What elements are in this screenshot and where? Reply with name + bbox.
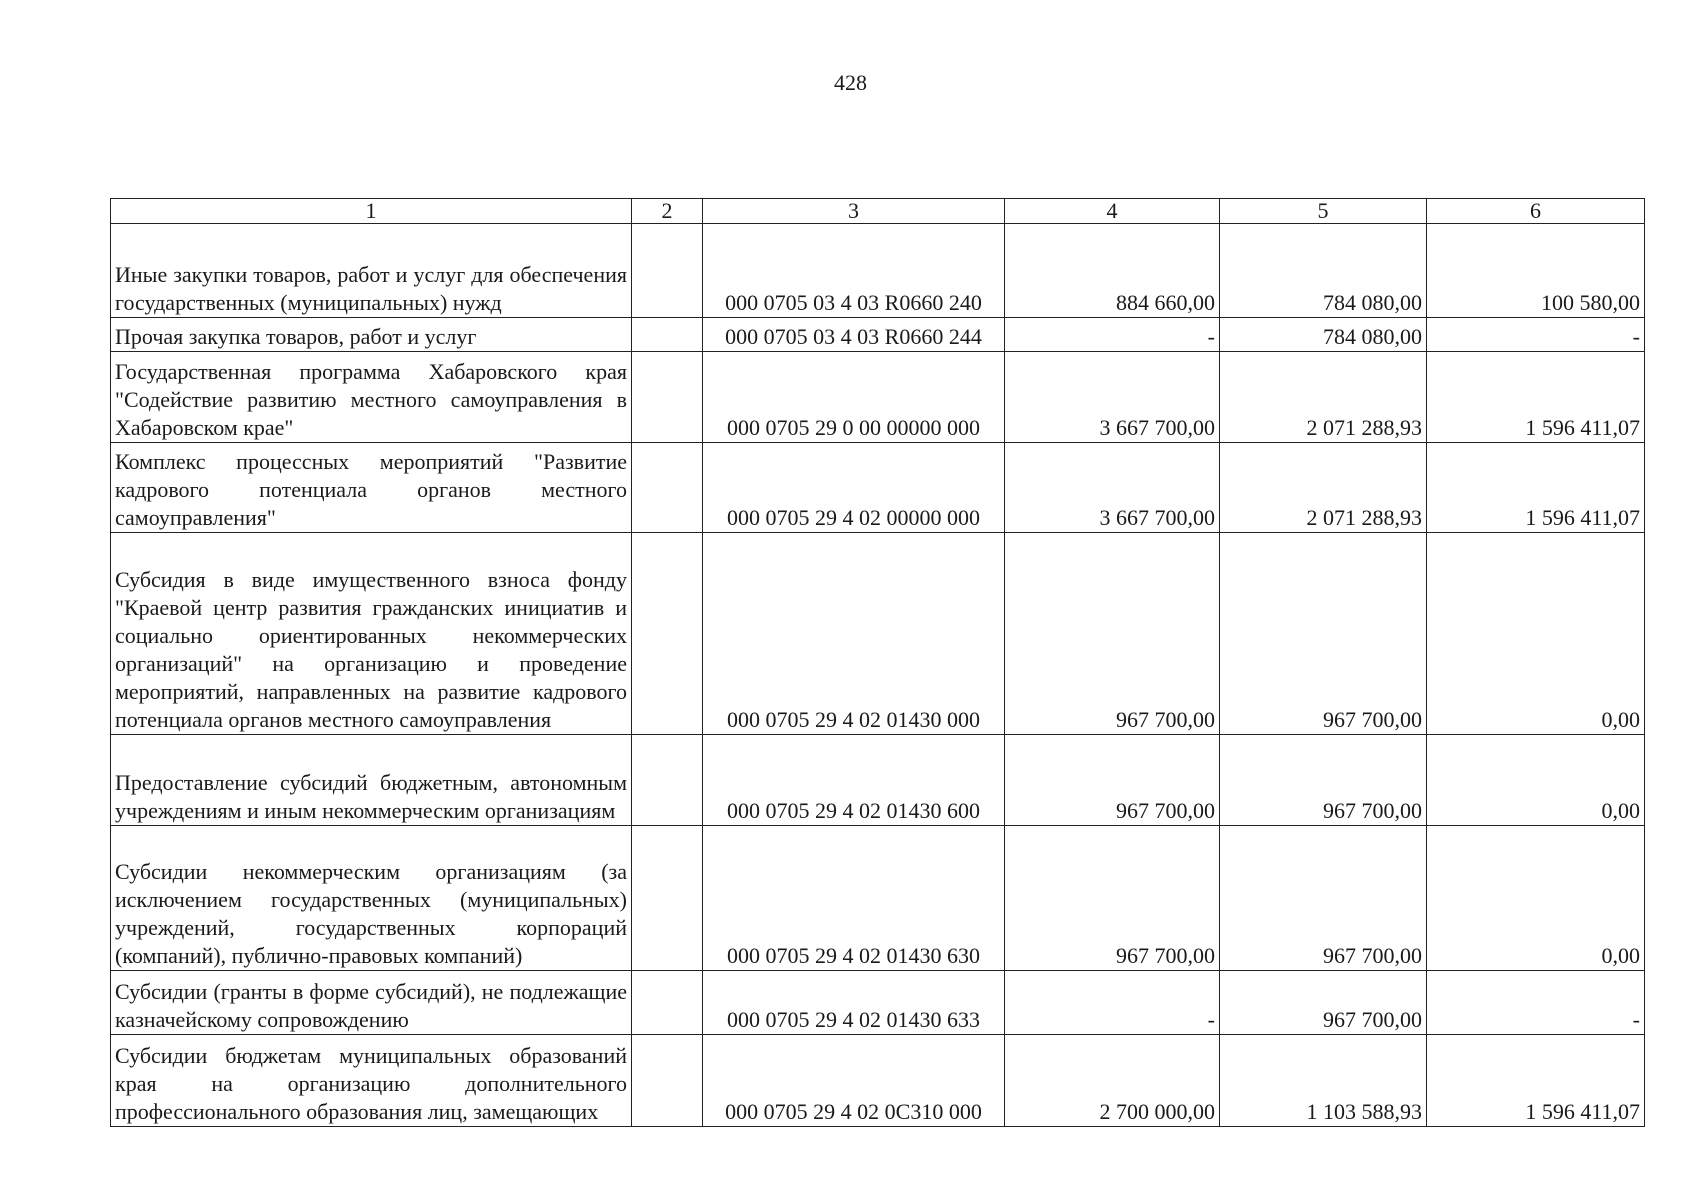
row-col4: 884 660,00: [1005, 224, 1220, 318]
row-name: Субсидии бюджетам муниципальных образований края на организацию дополнительного профессионального образования лиц, замещающих: [111, 1035, 632, 1127]
page-number: 428: [834, 70, 867, 95]
table-row: [111, 735, 1645, 826]
row-col5: 967 700,00: [1220, 826, 1427, 971]
row-col4: -: [1005, 318, 1220, 352]
row-col2: [632, 735, 703, 826]
table-row: [111, 826, 1645, 971]
row-code: 000 0705 29 4 02 0С310 000: [703, 1035, 1005, 1127]
row-code: 000 0705 29 0 00 00000 000: [703, 352, 1005, 443]
row-code: 000 0705 29 4 02 01430 000: [703, 533, 1005, 735]
row-code: 000 0705 03 4 03 R0660 240: [703, 224, 1005, 318]
row-col5: 784 080,00: [1220, 224, 1427, 318]
row-code: 000 0705 29 4 02 01430 630: [703, 826, 1005, 971]
row-code: 000 0705 03 4 03 R0660 244: [703, 318, 1005, 352]
header-col-5: 5: [1220, 199, 1427, 224]
row-name: Комплекс процессных мероприятий "Развитие кадрового потенциала органов местного самоуправления": [111, 443, 632, 533]
table-row: [111, 971, 1645, 1035]
header-col-1: 1: [111, 199, 632, 224]
row-name: Субсидии (гранты в форме субсидий), не подлежащие казначейскому сопровождению: [111, 971, 632, 1035]
row-col4: 3 667 700,00: [1005, 443, 1220, 533]
header-row: [111, 199, 1645, 224]
row-col6: 1 596 411,07: [1427, 352, 1645, 443]
row-name: Субсидия в виде имущественного взноса фонду "Краевой центр развития гражданских инициатив и социально ориентированных некоммерческих организаций" на организацию и проведение мероприятий, направленных на развитие кадрового потенциала органов местного самоуправления: [111, 533, 632, 735]
table-row: [111, 1035, 1645, 1127]
row-col6: 0,00: [1427, 826, 1645, 971]
table-row: [111, 533, 1645, 735]
header-col-3: 3: [703, 199, 1005, 224]
row-col4: 3 667 700,00: [1005, 352, 1220, 443]
row-name: Государственная программа Хабаровского края "Содействие развитию местного самоуправления в Хабаровском крае": [111, 352, 632, 443]
row-col2: [632, 533, 703, 735]
table-header: [111, 199, 1645, 224]
row-col2: [632, 443, 703, 533]
row-code: 000 0705 29 4 02 01430 600: [703, 735, 1005, 826]
row-col5: 784 080,00: [1220, 318, 1427, 352]
row-name: Прочая закупка товаров, работ и услуг: [111, 318, 632, 352]
row-col5: 2 071 288,93: [1220, 352, 1427, 443]
header-col-2: 2: [632, 199, 703, 224]
row-col6: -: [1427, 318, 1645, 352]
row-col2: [632, 1035, 703, 1127]
table-row: [111, 352, 1645, 443]
row-col5: 2 071 288,93: [1220, 443, 1427, 533]
row-col4: 967 700,00: [1005, 533, 1220, 735]
row-col6: 100 580,00: [1427, 224, 1645, 318]
header-col-4: 4: [1005, 199, 1220, 224]
row-name: Иные закупки товаров, работ и услуг для обеспечения государственных (муниципальных) нужд: [111, 224, 632, 318]
row-col2: [632, 971, 703, 1035]
budget-table: [110, 198, 1645, 1127]
row-col2: [632, 318, 703, 352]
row-col6: 1 596 411,07: [1427, 1035, 1645, 1127]
table-body: [111, 224, 1645, 1127]
row-col2: [632, 224, 703, 318]
row-col2: [632, 826, 703, 971]
row-col5: 967 700,00: [1220, 735, 1427, 826]
row-col5: 967 700,00: [1220, 533, 1427, 735]
row-col4: -: [1005, 971, 1220, 1035]
row-col2: [632, 352, 703, 443]
row-col6: 0,00: [1427, 735, 1645, 826]
header-col-6: 6: [1427, 199, 1645, 224]
table-row: [111, 318, 1645, 352]
row-col6: -: [1427, 971, 1645, 1035]
row-name: Предоставление субсидий бюджетным, автономным учреждениям и иным некоммерческим организациям: [111, 735, 632, 826]
row-col4: 2 700 000,00: [1005, 1035, 1220, 1127]
row-code: 000 0705 29 4 02 01430 633: [703, 971, 1005, 1035]
row-name: Субсидии некоммерческим организациям (за исключением государственных (муниципальных) учреждений, государственных корпораций (компаний), публично-правовых компаний): [111, 826, 632, 971]
row-col6: 1 596 411,07: [1427, 443, 1645, 533]
row-col4: 967 700,00: [1005, 826, 1220, 971]
row-col4: 967 700,00: [1005, 735, 1220, 826]
row-col6: 0,00: [1427, 533, 1645, 735]
table-row: [111, 443, 1645, 533]
row-code: 000 0705 29 4 02 00000 000: [703, 443, 1005, 533]
row-col5: 967 700,00: [1220, 971, 1427, 1035]
table-row: [111, 224, 1645, 318]
row-col5: 1 103 588,93: [1220, 1035, 1427, 1127]
